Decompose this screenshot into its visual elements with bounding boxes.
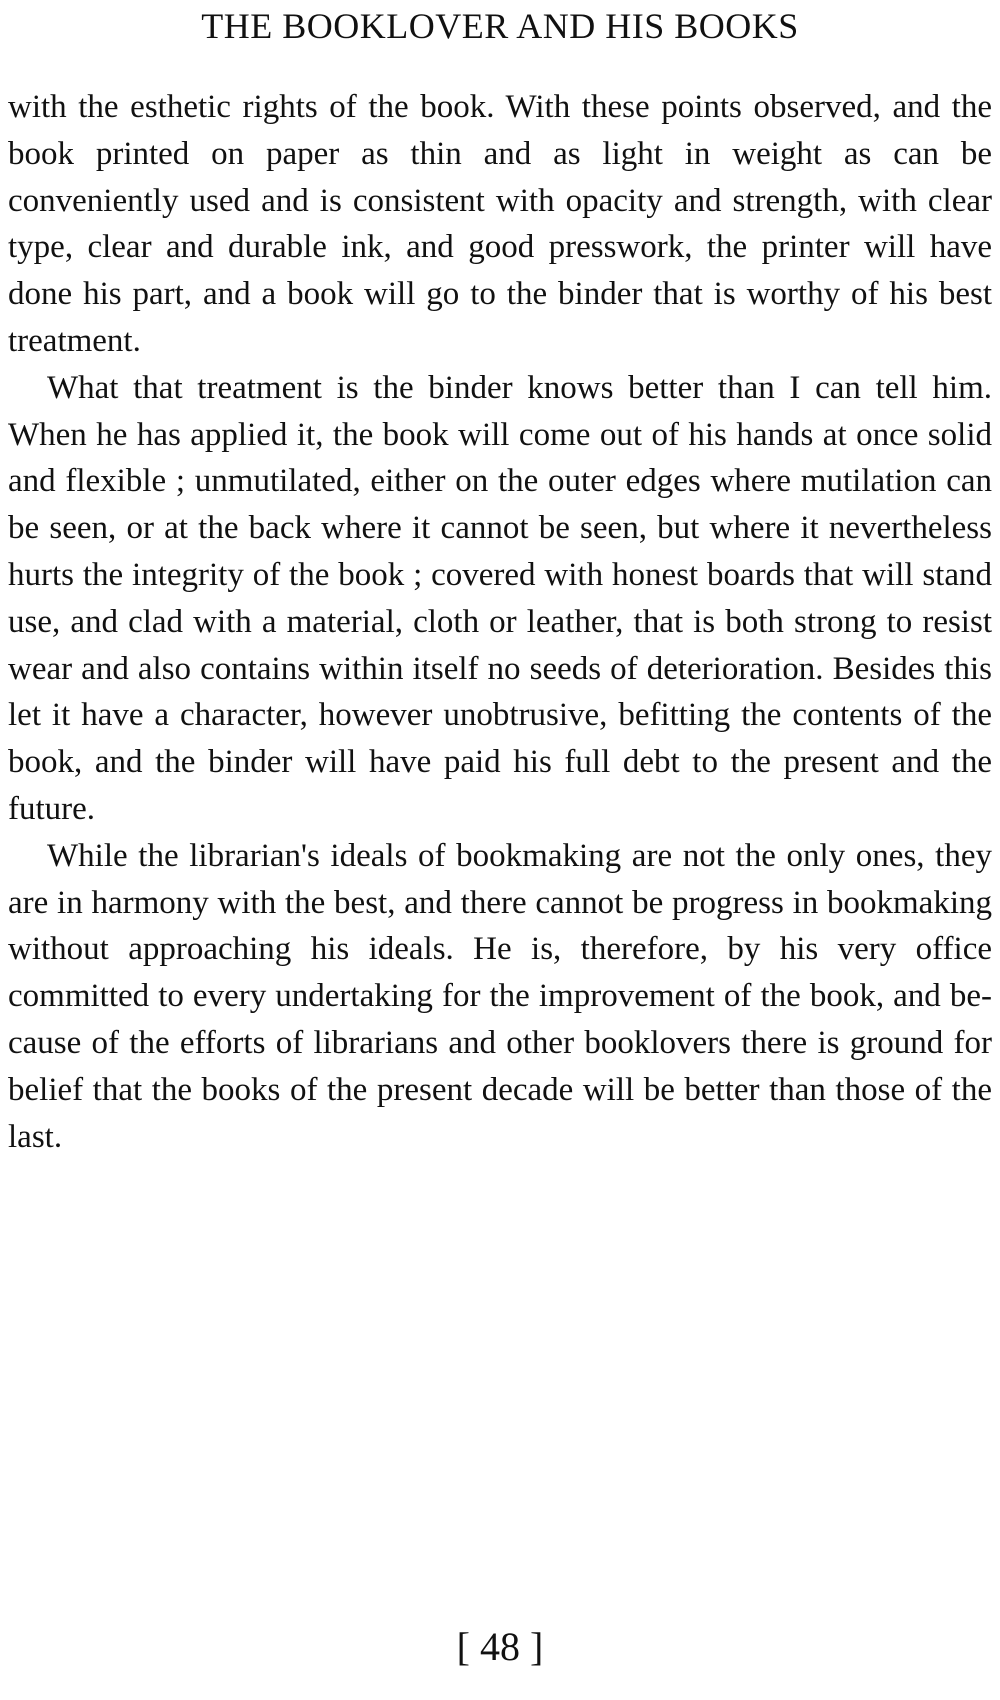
page-number: [ 48 ] — [456, 1624, 544, 1669]
paragraph: While the librarian's ideals of bookmaking are not the only ones, they are in harmony with the best, and there cannot be progress in bookmaking without approaching his ideals. He is, therefore, by his very office committed to every undertaking for the improvement of the book, and because of the efforts of librarians and other booklovers there is ground for belief that the books of the present decade will be better than those of the last. — [8, 837, 992, 1155]
paragraph: What that treatment is the binder knows better than I can tell him. When he has applied it, the book will come out of his hands at once solid and flexible ; unmutilated, either on the outer edges where mutilation can be seen, or at the back where it cannot be seen, but where it nevertheless hurts the integrity of the book ; covered with honest boards that will stand use, and clad with a material, cloth or leather, that is both strong to resist wear and also contains within itself no seeds of deterioration. Besides this let it have a character, however unobtrusive, befitting the contents of the book, and the binder will have paid his full debt to the present and the future. — [8, 369, 992, 827]
running-head: THE BOOKLOVER AND HIS BOOKS — [201, 6, 799, 46]
body-text — [8, 84, 992, 1160]
paragraph: with the esthetic rights of the book. With these points observed, and the book printed on paper as thin and as light in weight as can be conveniently used and is consistent with opacity and strength, with clear type, clear and durable ink, and good presswork, the printer will have done his part, and a book will go to the binder that is worthy of his best treatment. — [8, 89, 992, 359]
